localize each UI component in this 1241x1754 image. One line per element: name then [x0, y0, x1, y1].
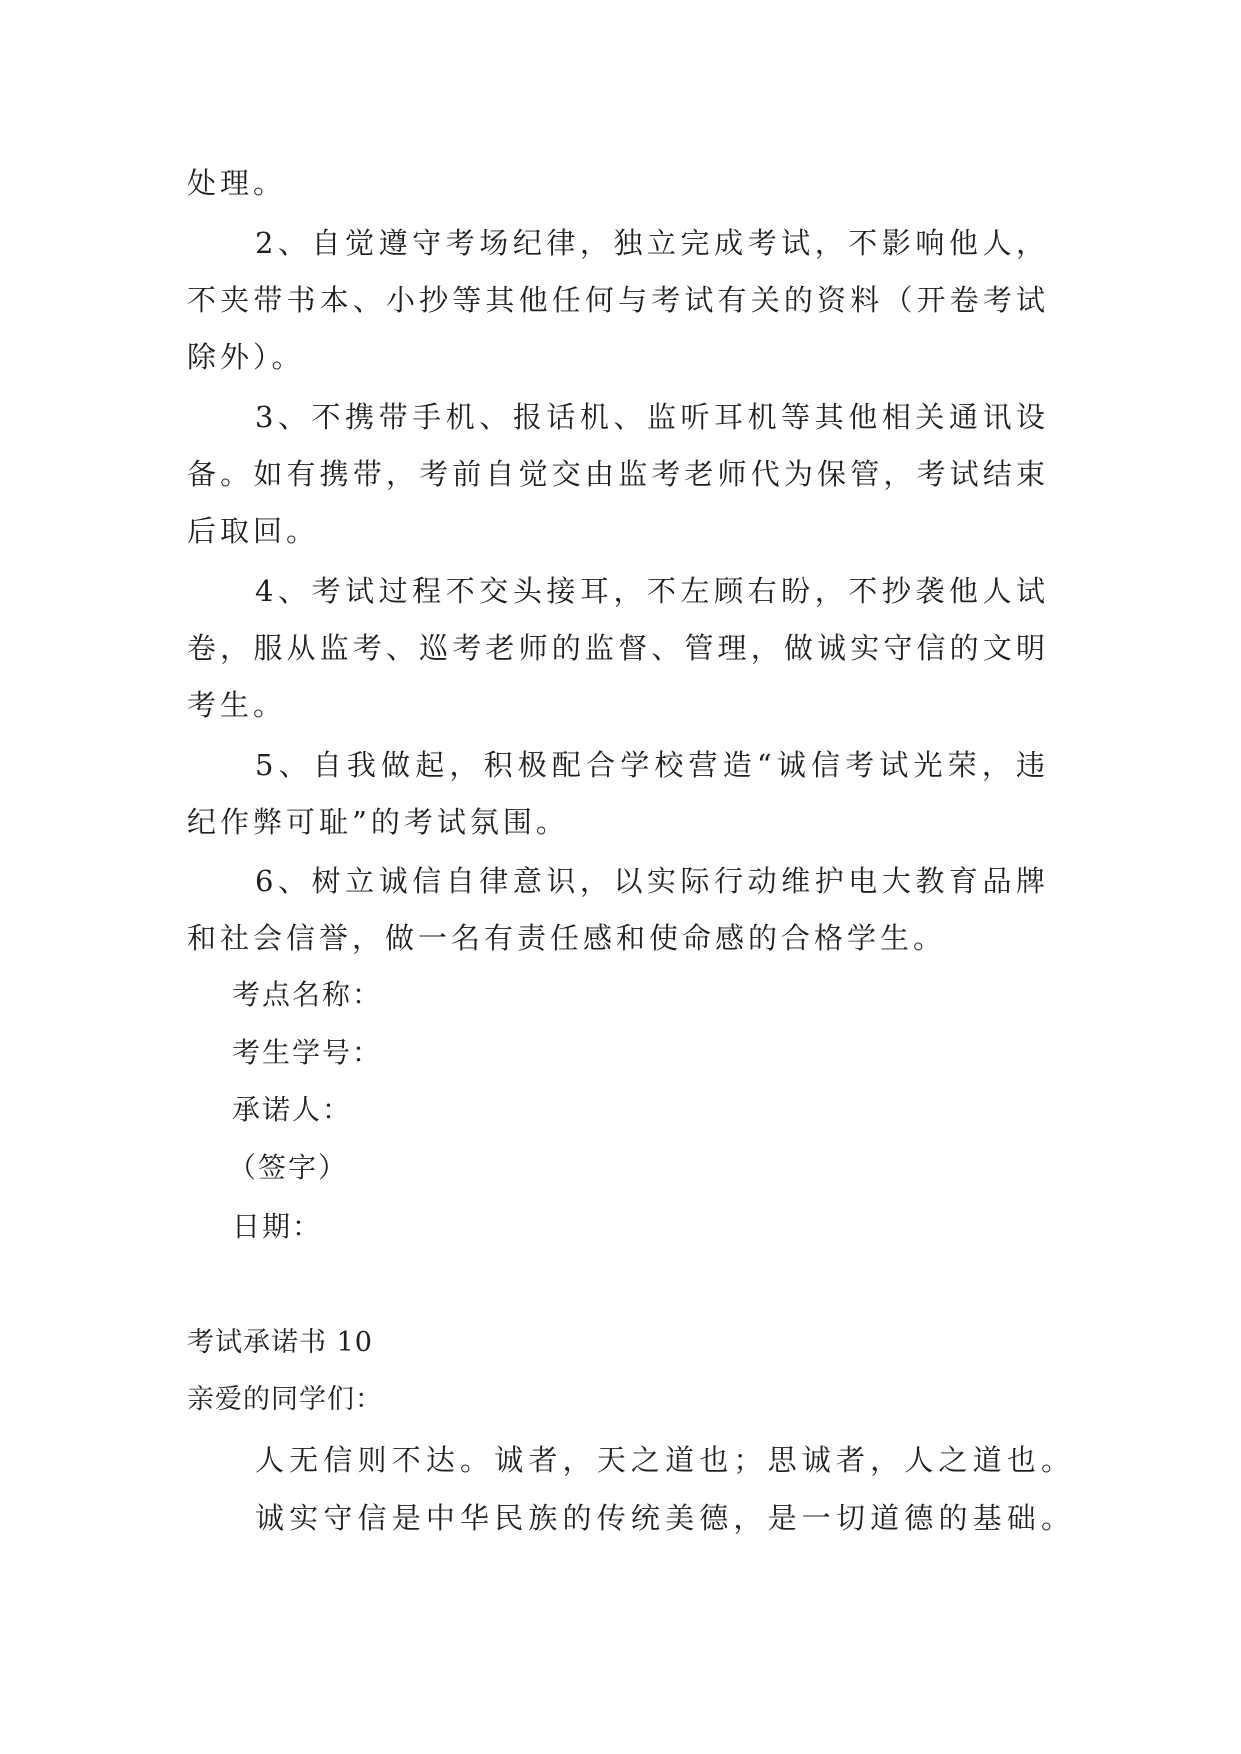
student-id-label: 考生学号：	[232, 1036, 383, 1069]
paragraph-line: 2、自觉遵守考场纪律，独立完成考试，不影响他人，	[255, 226, 1045, 260]
date-label: 日期：	[232, 1210, 323, 1243]
exam-site-label: 考点名称：	[232, 978, 383, 1011]
paragraph-line: 和社会信誉，做一名有责任感和使命感的合格学生。	[187, 921, 947, 955]
paragraph-line: 6、树立诚信自律意识，以实际行动维护电大教育品牌	[255, 864, 1045, 898]
paragraph-line: 备。如有携带，考前自觉交由监考老师代为保管，考试结束	[187, 457, 1045, 491]
paragraph-line: 卷，服从监考、巡考老师的监督、管理，做诚实守信的文明	[187, 631, 1045, 665]
continuation-line: 处理。	[187, 166, 287, 200]
paragraph-line: 4、考试过程不交头接耳，不左顾右盼，不抄袭他人试	[255, 574, 1045, 608]
paragraph-line: 纪作弊可耻”的考试氛围。	[187, 805, 569, 839]
promisor-label: 承诺人：	[232, 1093, 353, 1126]
paragraph-line: 5、自我做起，积极配合学校营造“诚信考试光荣，违	[255, 748, 1045, 782]
paragraph-line: 3、不携带手机、报话机、监听耳机等其他相关通讯设	[255, 400, 1045, 434]
paragraph-line: 考生。	[187, 688, 287, 722]
paragraph-line: 后取回。	[187, 514, 320, 548]
signature-note: （签字）	[228, 1151, 349, 1184]
paragraph-line: 不夹带书本、小抄等其他任何与考试有关的资料（开卷考试	[187, 283, 1045, 317]
salutation: 亲爱的同学们：	[187, 1384, 383, 1415]
paragraph-line: 除外）。	[187, 340, 305, 374]
paragraph-line: 诚实守信是中华民族的传统美德，是一切道德的基础。	[255, 1501, 1070, 1535]
letter-title: 考试承诺书 10	[187, 1327, 373, 1358]
paragraph-line: 人无信则不达。诚者，天之道也；思诚者，人之道也。	[255, 1443, 1070, 1477]
